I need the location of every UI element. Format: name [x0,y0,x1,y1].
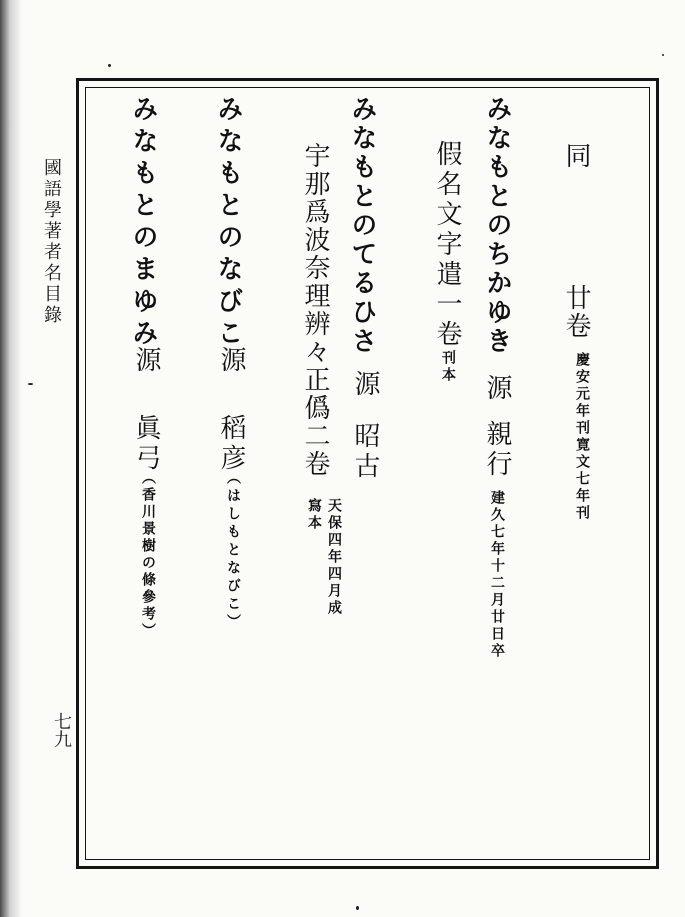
scan-speck [356,906,359,910]
note-mayumi: （香川景樹の條參考） [140,470,156,640]
author-name-nabiko: 稻彦 [216,414,246,474]
heading-mayumi: みなもとのまゆみ [128,95,158,351]
note-nabiko: （はしもとなびこ） [225,470,241,632]
work-kanamojizukai: 假名文字遣一卷 [432,140,462,350]
note-unahanari-2: 寫本 [306,498,322,532]
scan-speck [662,54,664,56]
author-prefix-chikayuki: 源 [482,374,512,400]
scan-speck [108,64,111,67]
heading-nabiko: みなもとのなびこ [213,95,243,351]
entry-same-mark: 同 [561,142,591,168]
binding-shadow [0,0,22,917]
work-unahanari: 宇那爲波奈理辨々正僞二卷 [300,142,330,478]
entry-same-note: 慶安元年刊寛文七年刊 [574,352,590,522]
author-name-teruhisa: 昭古 [350,422,380,482]
page-number: 七九 [51,712,72,748]
scan-speck [28,383,33,385]
entry-same-volumes: 廿卷 [561,284,591,340]
heading-teruhisa: みなもとのてるひさ [347,95,377,356]
author-name-chikayuki: 親行 [482,420,512,480]
note-chikayuki: 建久七年十二月廿日卒 [489,490,505,660]
author-prefix-nabiko: 源 [216,346,246,372]
author-prefix-mayumi: 源 [131,346,161,372]
author-name-mayumi: 眞弓 [131,414,161,474]
heading-chikayuki: みなもとのちかゆき [482,95,512,356]
author-prefix-teruhisa: 源 [350,370,380,396]
note-kanamojizukai: 刊本 [440,350,456,384]
note-unahanari-1: 天保四年四月成 [326,498,342,617]
running-title: 國語學著者名目錄 [41,158,62,326]
